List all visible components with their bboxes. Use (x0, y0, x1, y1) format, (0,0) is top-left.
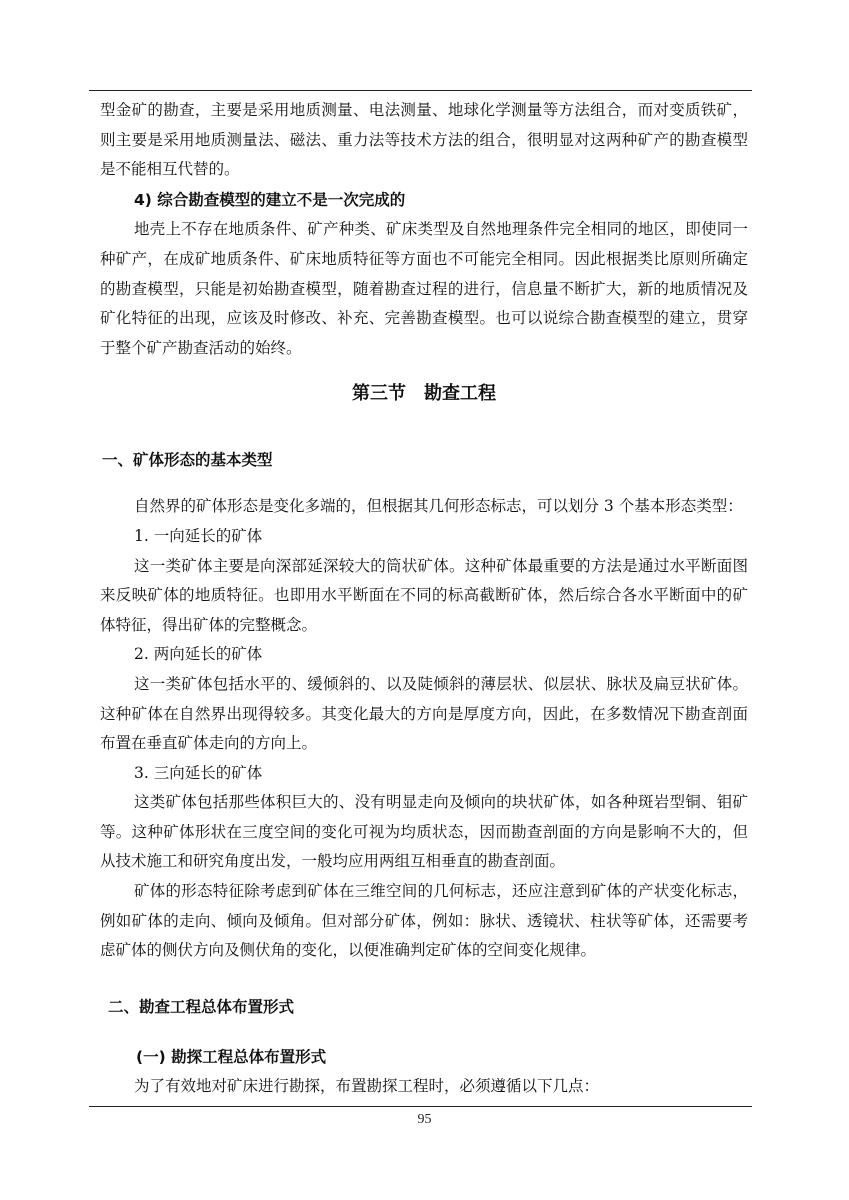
item-one-direction-text: 这一类矿体主要是向深部延深较大的筒状矿体。这种矿体最重要的方法是通过水平断面图来反映矿体的地质特征。也即用水平断面在不同的标高截断矿体，然后综合各水平断面中的矿体特征，得出矿体的完整概念。 (100, 556, 748, 634)
paragraph-model-evolution: 地壳上不存在地质条件、矿产种类、矿床类型及自然地理条件完全相同的地区，即使同一种矿产，在成矿地质条件、矿床地质特征等方面也不可能完全相同。因此根据类比原则所确定的勘查模型，只能是初始勘查模型，随着勘查过程的进行，信息量不断扩大，新的地质情况及矿化特征的出现，应该及时修改、补充、完善勘查模型。也可以说综合勘查模型的建立，贯穿于整个矿产勘查活动的始终。 (100, 220, 748, 357)
heading-overall-layout: 二、勘查工程总体布置形式 (108, 997, 295, 1016)
paragraph-exploration-principles: 为了有效地对矿床进行勘探，布置勘探工程时，必须遵循以下几点： (134, 1076, 600, 1095)
item-three-direction-text: 这类矿体包括那些体积巨大的、没有明显走向及倾向的块状矿体，如各种斑岩型铜、钼矿等。这种矿体形状在三度空间的变化可视为均质状态，因而勘查剖面的方向是影响不大的，但从技术施工和研究角度出发，一般均应用两组互相垂直的勘查剖面。 (100, 793, 748, 871)
footer-rule (89, 1106, 752, 1107)
item-two-direction-title: 2. 两向延长的矿体 (134, 645, 263, 664)
header-rule (89, 90, 752, 91)
paragraph-intro: 型金矿的勘查，主要是采用地质测量、电法测量、地球化学测量等方法组合，而对变质铁矿，则主要是采用地质测量法、磁法、重力法等技术方法的组合，很明显对这两种矿产的勘查模型是不能相互代替的。 (100, 101, 748, 179)
heading-ore-shape-types: 一、矿体形态的基本类型 (102, 451, 273, 470)
item-one-direction-title: 1. 一向延长的矿体 (134, 526, 263, 545)
paragraph-shape-features: 矿体的形态特征除考虑到矿体在三维空间的几何标志，还应注意到矿体的产状变化标志，例如矿体的走向、倾向及倾角。但对部分矿体，例如：脉状、透镜状、柱状等矿体，还需要考虑矿体的侧伏方向及侧伏角的变化，以便准确判定矿体的空间变化规律。 (100, 882, 748, 960)
section-title: 第三节 勘查工程 (352, 383, 496, 405)
page-number: 95 (417, 1112, 432, 1127)
heading-model-not-one-time: 4) 综合勘查模型的建立不是一次完成的 (134, 190, 406, 209)
page-body (100, 96, 748, 1101)
paragraph-natural-shapes: 自然界的矿体形态是变化多端的，但根据其几何形态标志，可以划分 3 个基本形态类型： (134, 497, 743, 516)
item-two-direction-text: 这一类矿体包括水平的、缓倾斜的、以及陡倾斜的薄层状、似层状、脉状及扁豆状矿体。这种矿体在自然界出现得较多。其变化最大的方向是厚度方向，因此，在多数情况下勘查剖面布置在垂直矿体走向的方向上。 (100, 674, 748, 753)
heading-exploration-layout: (一) 勘探工程总体布置形式 (136, 1047, 327, 1066)
item-three-direction-title: 3. 三向延长的矿体 (134, 763, 263, 782)
